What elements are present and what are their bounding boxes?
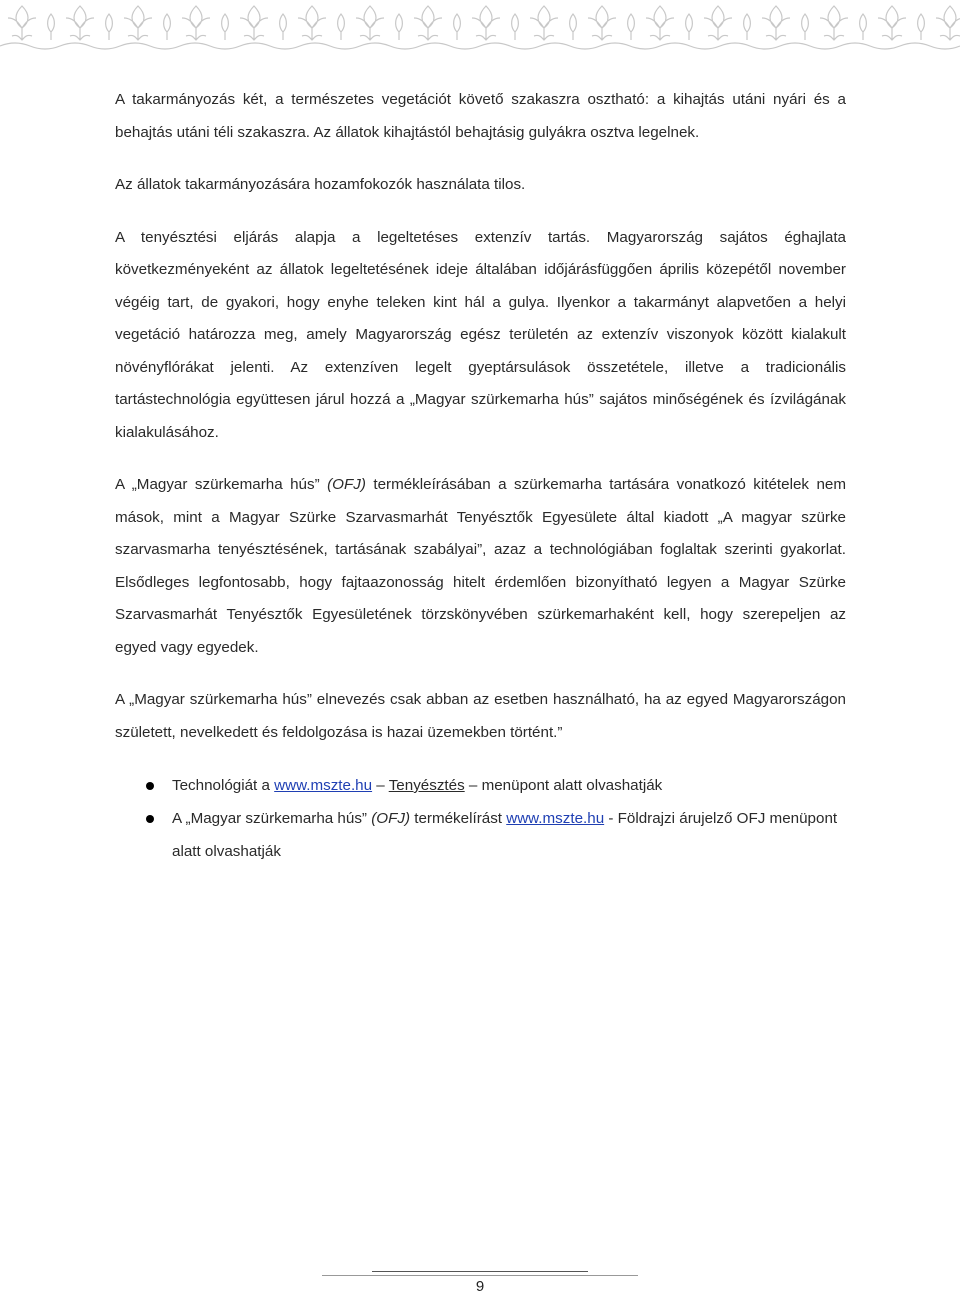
flower-ornament-icon <box>240 6 268 40</box>
tulip-ornament-icon <box>338 14 345 40</box>
reference-list <box>115 769 846 868</box>
tulip-ornament-icon <box>628 14 635 40</box>
flower-ornament-icon <box>646 6 674 40</box>
tulip-ornament-icon <box>222 14 229 40</box>
tulip-ornament-icon <box>396 14 403 40</box>
document-body <box>115 84 846 868</box>
flower-ornament-icon <box>472 6 500 40</box>
flower-ornament-icon <box>356 6 384 40</box>
tulip-ornament-icon <box>48 14 55 40</box>
flower-ornament-icon <box>936 6 960 40</box>
flower-ornament-icon <box>8 6 36 40</box>
paragraph-feeding: A takarmányozás két, a természetes vegetációt követő szakaszra osztható: a kihajtás utáni nyári és a behajtás utáni téli szakaszra. Az állatok kihajtástól behajtásig gulyákra osztva legelnek. <box>115 91 846 141</box>
tulip-ornament-icon <box>512 14 519 40</box>
paragraph-product-spec: A „Magyar szürkemarha hús” (OFJ) termékleírásában a szürkemarha tartására vonatkozó kitételek nem mások, mint a Magyar Szürke Szarvasmarhát Tenyésztők Egyesülete által kiadott „A magyar szürke szarvasmarha tenyésztésének, tartásának szabályai”, azaz a technológiában foglaltak szerinti gyakorlat. Elsődleges legfontosabb, hogy fajtaazonosság hitelt érdemlően bizonyítható legyen a Magyar Szürke Szarvasmarhát Tenyésztők Egyesületének törzskönyvében szürkemarhaként kell, hogy szerepeljen az egyed vagy egyedek. <box>115 476 846 656</box>
flower-ornament-icon <box>820 6 848 40</box>
flower-ornament-icon <box>124 6 152 40</box>
paragraph-naming-rule: A „Magyar szürkemarha hús” elnevezés csak abban az esetben használható, ha az egyed Magyarországon született, nevelkedett és feldolgozása is hazai üzemekben történt.” <box>115 691 846 741</box>
list-item: Technológiát a www.mszte.hu – Tenyésztés – menüpont alatt olvashatják <box>115 769 846 802</box>
flower-ornament-icon <box>762 6 790 40</box>
mszte-link[interactable]: www.mszte.hu <box>274 777 373 794</box>
footer-rule <box>322 1275 638 1276</box>
tulip-ornament-icon <box>106 14 113 40</box>
tulip-ornament-icon <box>686 14 693 40</box>
tulip-ornament-icon <box>454 14 461 40</box>
tulip-ornament-icon <box>802 14 809 40</box>
flower-ornament-icon <box>414 6 442 40</box>
tulip-ornament-icon <box>280 14 287 40</box>
paragraph-growth-promoters: Az állatok takarmányozására hozamfokozók használata tilos. <box>115 176 526 193</box>
tulip-ornament-icon <box>164 14 171 40</box>
tulip-ornament-icon <box>744 14 751 40</box>
bullet-icon <box>146 782 154 790</box>
flower-ornament-icon <box>704 6 732 40</box>
flower-ornament-icon <box>66 6 94 40</box>
flower-ornament-icon <box>298 6 326 40</box>
bullet-icon <box>146 815 154 823</box>
tenyesztes-link[interactable]: Tenyésztés <box>388 777 465 794</box>
tulip-ornament-icon <box>860 14 867 40</box>
flower-ornament-icon <box>588 6 616 40</box>
flower-ornament-icon <box>182 6 210 40</box>
paragraph-breeding-method: A tenyésztési eljárás alapja a legeltetéses extenzív tartás. Magyarország sajátos éghajlata következményeként az állatok legeltetésének ideje általában időjárásfüggően április közepétől november végéig tart, de gyakori, hogy enyhe teleken kint hál a gulya. Ilyenkor a takarmányt alapvetően a helyi vegetáció határozza meg, amely Magyarország egész területén az extenzív viszonyok között kialakult növényflórákat jelenti. Az extenzíven legelt gyeptársulások összetétele, illetve a tradicionális tartástechnológia együttesen járul hozzá a „Magyar szürkemarha hús” sajátos minőségének és ízvilágának kialakulásához. <box>115 228 846 441</box>
page-footer <box>322 1266 638 1296</box>
page-number: 9 <box>475 1278 485 1295</box>
tulip-ornament-icon <box>570 14 577 40</box>
wave-border <box>0 43 960 49</box>
decorative-header-ornament <box>0 0 960 52</box>
flower-ornament-icon <box>530 6 558 40</box>
tulip-ornament-icon <box>918 14 925 40</box>
flower-ornament-icon <box>878 6 906 40</box>
mszte-link[interactable]: www.mszte.hu <box>506 810 605 827</box>
list-item: A „Magyar szürkemarha hús” (OFJ) termékelírást www.mszte.hu - Földrajzi árujelző OFJ menüpont alatt olvashatják <box>115 802 846 868</box>
footer-rule <box>372 1271 588 1272</box>
